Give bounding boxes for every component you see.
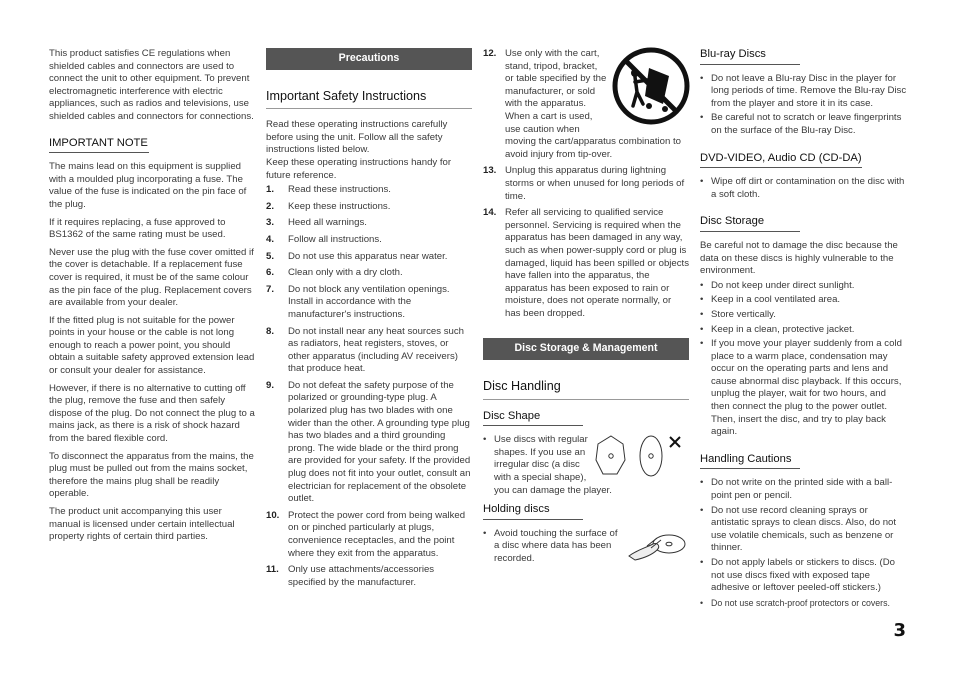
storage-intro: Be careful not to damage the disc because the data on these discs is highly vulnerable to the environment. — [700, 239, 898, 277]
list-item: 12. Use only with the cart, stand, tripod, bracket, or table specified by the manufacturer, or sold with the apparatus. When a cart is used, use caution when moving the cart/apparatus combination to avoid injury from tip-over. — [483, 48, 689, 161]
note-para: Never use the plug with the fuse cover omitted if the cover is detachable. If a replacement fuse cover is required, it must be of the same colour as the pin face of the plug. Replacement covers are available from your dealer. — [49, 246, 254, 309]
list-item: 9. Do not defeat the safety purpose of the polarized or grounding-type plug. A polarized plug has two blades with one wider than the other. A grounding type plug has two blades and a third grounding prong. The wide blade or the third prong are provided for your safety. If the provided plug does not fit into your outlet, consult an electrician for replacement of the obsolete outlet. — [266, 379, 471, 505]
dvd-list — [700, 176, 907, 201]
important-note-heading: IMPORTANT NOTE — [49, 137, 149, 154]
list-item: • Use discs with regular shapes. If you use an irregular disc (a disc with a special shape), you can damage the player. — [483, 434, 689, 497]
list-item: • Do not leave a Blu-ray Disc in the player for long periods of time. Remove the Blu-ray Disc from the player and store it in its case. — [700, 73, 907, 111]
list-item: • Store vertically. — [700, 309, 907, 322]
precautions-bar: Precautions — [266, 48, 472, 70]
safety-intro: Keep these operating instructions handy for future reference. — [266, 156, 452, 181]
disc-handling-heading: Disc Handling — [483, 380, 689, 400]
safety-list-continued — [483, 48, 689, 320]
list-item: 10. Protect the power cord from being walked on or pinched particularly at plugs, convenience receptacles, and the point where they exit from the apparatus. — [266, 509, 466, 559]
list-item: • If you move your player suddenly from a cold place to a warm place, condensation may occur on the operating parts and lens and cause abnormal disc playback. If this occurs, unplug the player, wait for two hours, and then connect the plug to the power outlet. Then, insert the disc, and try to play back again. — [700, 338, 907, 439]
safety-list — [266, 184, 472, 589]
list-item: • Do not use record cleaning sprays or antistatic sprays to clean discs. Also, do not use volatile chemicals, such as benzene or thinner. — [700, 505, 907, 555]
list-item: 11. Only use attachments/accessories specified by the manufacturer. — [266, 564, 435, 588]
list-item: • Do not apply labels or stickers to discs. (Do not use discs fixed with exposed tape adhesive or leftover peeled-off stickers.) — [700, 557, 907, 595]
list-item: • Avoid touching the surface of a disc where data has been recorded. — [483, 528, 689, 566]
list-item: 7. Do not block any ventilation openings. Install in accordance with the manufacturer's instructions. — [266, 283, 450, 320]
page-number: 3 — [893, 620, 906, 641]
disc-storage-bar: Disc Storage & Management — [483, 338, 689, 360]
bluray-heading: Blu-ray Discs — [700, 48, 800, 65]
list-item: • Keep in a clean, protective jacket. — [700, 324, 907, 337]
note-para: The mains lead on this equipment is supplied with a moulded plug incorporating a fuse. The value of the fuse is indicated on the pin face of the plug. — [49, 161, 247, 210]
disc-shape-list — [483, 434, 689, 497]
list-item: 2. Keep these instructions. — [266, 200, 391, 212]
list-item: 13. Unplug this apparatus during lightning storms or when unused for long periods of time. — [483, 165, 685, 202]
list-item: • Do not write on the printed side with a ball-point pen or pencil. — [700, 477, 907, 502]
hand-holding-disc-icon — [627, 528, 689, 564]
list-item: 8. Do not install near any heat sources such as radiators, heat registers, stoves, or other apparatus (including AV receivers) that produce heat. — [266, 325, 464, 375]
list-item: 4. Follow all instructions. — [266, 233, 382, 245]
list-item: • Keep in a cool ventilated area. — [700, 294, 907, 307]
list-item: 14. Refer all servicing to qualified service personnel. Servicing is required when the apparatus has been damaged in any way, such as when power-supply cord or plug is damaged, liquid has been spilled or objects have fallen into the apparatus, the apparatus has been exposed to rain or moisture, does not operate normally, or has been dropped. — [483, 207, 690, 319]
list-item: 5. Do not use this apparatus near water. — [266, 250, 448, 262]
note-para: If the fitted plug is not suitable for the power points in your house or the cable is not long enough to reach a power point, you should obtain a suitable safety approved extension lead or consult your dealer for assistance. — [49, 314, 255, 377]
column-notice — [49, 48, 255, 549]
cautions-list — [700, 477, 907, 609]
list-item: • Do not use scratch-proof protectors or covers. — [700, 597, 907, 610]
list-item: 3. Heed all warnings. — [266, 217, 367, 229]
ce-intro: This product satisfies CE regulations when shielded cables and connectors are used to connect the unit to other equipment. To prevent electromagnetic interference with electric appliances, such as radios and televisions, use shielded cables and connectors for connections. — [49, 48, 254, 122]
holding-discs-list — [483, 528, 689, 566]
safety-intro: Read these operating instructions carefully before using the unit. Follow all the safety instructions listed below. — [266, 119, 448, 156]
note-para: However, if there is no alternative to cutting off the plug, remove the fuse and then safely dispose of the plug. Do not connect the plug to a mains jack, as there is a risk of shock hazard from the bared flexible cord. — [49, 382, 255, 445]
list-item: • Wipe off dirt or contamination on the disc with a soft cloth. — [700, 176, 907, 201]
column-disc-care — [700, 48, 907, 615]
list-item: • Be careful not to scratch or leave fingerprints on the surface of the Blu-ray Disc. — [700, 112, 907, 137]
cart-tipover-warning-icon — [611, 46, 691, 126]
dvd-heading: DVD-VIDEO, Audio CD (CD-DA) — [700, 152, 862, 169]
storage-list — [700, 280, 907, 439]
list-item: • Do not keep under direct sunlight. — [700, 280, 907, 293]
note-para: The product unit accompanying this user manual is licensed under certain intellectual property rights of certain third parties. — [49, 506, 235, 543]
list-item: 1. Read these instructions. — [266, 184, 391, 196]
safety-instructions-heading: Important Safety Instructions — [266, 90, 472, 110]
column-precautions — [266, 48, 472, 593]
handling-cautions-heading: Handling Cautions — [700, 453, 800, 470]
disc-shape-heading: Disc Shape — [483, 410, 583, 427]
disc-shapes-icon — [593, 432, 689, 482]
holding-discs-heading: Holding discs — [483, 503, 583, 520]
disc-storage-heading: Disc Storage — [700, 215, 800, 232]
column-disc-management — [483, 48, 689, 572]
bluray-list — [700, 73, 907, 138]
note-para: To disconnect the apparatus from the mains, the plug must be pulled out from the mains socket, therefore the mains plug shall be readily operable. — [49, 450, 254, 500]
list-item: 6. Clean only with a dry cloth. — [266, 267, 403, 279]
note-para: If it requires replacing, a fuse approved to BS1362 of the same rating must be used. — [49, 216, 226, 241]
